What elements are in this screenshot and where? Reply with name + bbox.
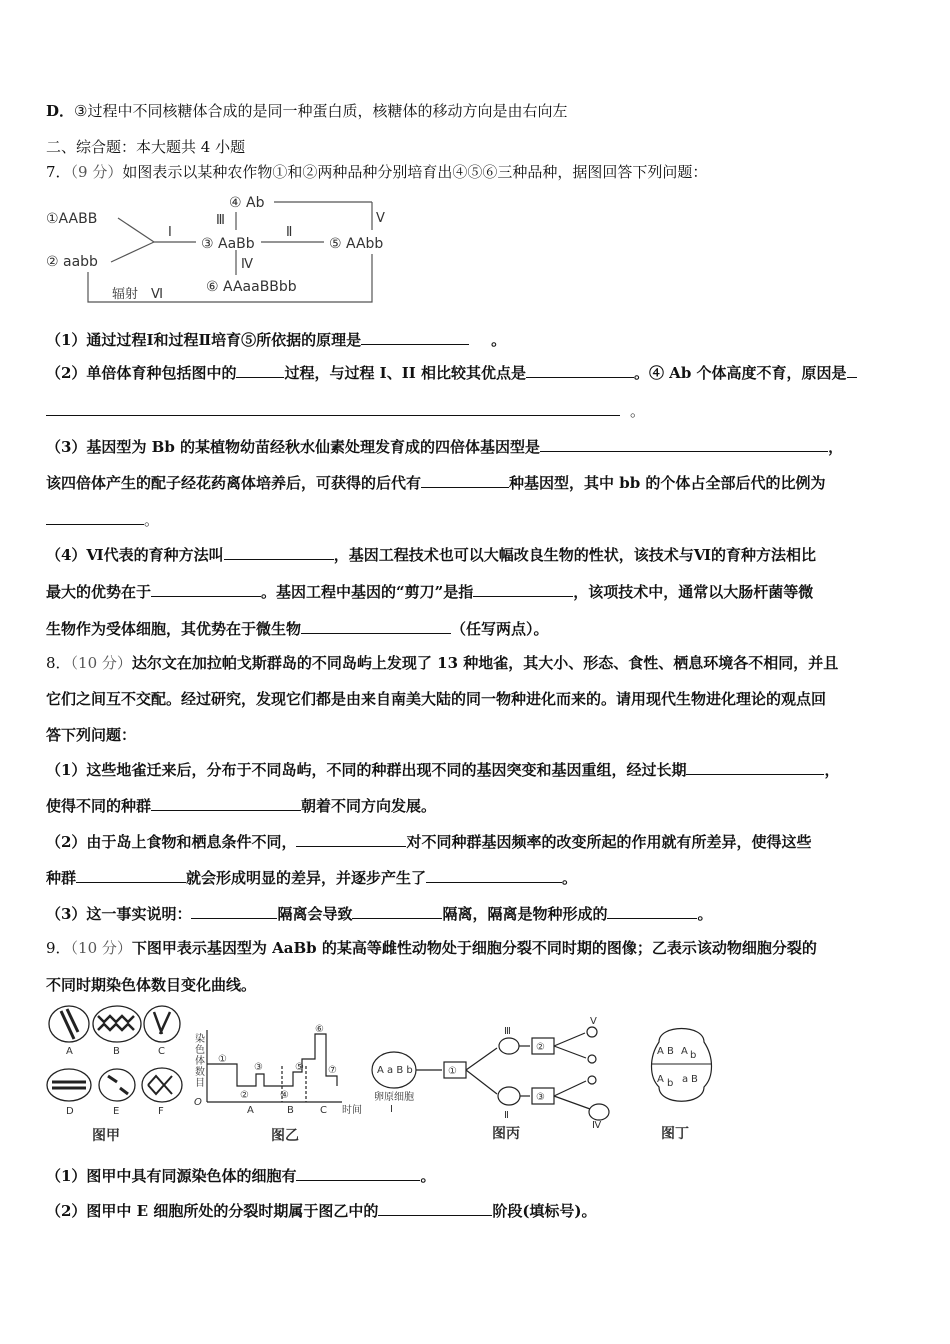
q9-stem-line1: 下图甲表示基因型为 AaBb 的某高等雌性动物处于细胞分裂不同时期的图像；乙表示该动物细胞分裂的 bbox=[131, 939, 817, 957]
answer-blank[interactable] bbox=[191, 904, 277, 919]
diagram-node-5: ⑤ AAbb bbox=[329, 236, 384, 252]
q8-sub3-text-c: 隔离，隔离是物种形成的 bbox=[442, 905, 608, 923]
q8-sub2-cont bbox=[46, 868, 577, 888]
q7-sub1 bbox=[46, 330, 506, 350]
svg-text:数: 数 bbox=[195, 1067, 205, 1078]
svg-text:体: 体 bbox=[195, 1056, 205, 1067]
q8-sub2-text-a: （2）由于岛上食物和栖息条件不同， bbox=[46, 833, 297, 851]
q7-breeding-diagram bbox=[46, 190, 406, 305]
q9-sub1 bbox=[46, 1166, 435, 1186]
q7-sub4-text-e: ，该项技术中，通常以大肠杆菌等微 bbox=[573, 583, 814, 601]
q8-sub2-text-d: 就会形成明显的差异，并逐步产生了 bbox=[186, 869, 427, 887]
q7-sub1-text: （1）通过过程Ⅰ和过程Ⅱ培育⑤所依据的原理是 bbox=[46, 331, 362, 349]
q9-sub2-end: 阶段(填标号)。 bbox=[492, 1202, 597, 1220]
cell-ii bbox=[498, 1087, 520, 1105]
gene-label: B bbox=[691, 1074, 698, 1085]
answer-blank[interactable] bbox=[526, 363, 634, 378]
answer-blank[interactable] bbox=[296, 832, 406, 847]
answer-blank[interactable] bbox=[847, 363, 857, 378]
gene-label: A bbox=[657, 1046, 664, 1057]
process-label: ③ bbox=[536, 1092, 545, 1103]
q8-sub1-cont bbox=[46, 796, 436, 816]
chromosome-mark bbox=[108, 1076, 128, 1094]
cell-label: B bbox=[113, 1046, 120, 1057]
q8-sub1-text-a: （1）这些地雀迁来后，分布于不同岛屿，不同的种群出现不同的基因突变和基因重组，经过长期 bbox=[46, 761, 687, 779]
gene-label: b bbox=[690, 1050, 697, 1061]
q8-sub3-text-a: （3）这一事实说明： bbox=[46, 905, 192, 923]
answer-blank[interactable] bbox=[540, 437, 828, 452]
q8-stem-line3: 答下列问题： bbox=[46, 726, 137, 744]
q7-stem bbox=[46, 162, 707, 182]
diagram-line bbox=[111, 242, 154, 262]
cell-label-ii: Ⅱ bbox=[504, 1110, 509, 1121]
answer-blank[interactable] bbox=[46, 401, 620, 416]
gene-label: a bbox=[682, 1074, 689, 1085]
q9-sub2 bbox=[46, 1201, 597, 1221]
q8-sub1-text-c: 使得不同的种群 bbox=[46, 797, 152, 815]
q8-sub3-text-b: 隔离会导致 bbox=[277, 905, 353, 923]
arrow bbox=[554, 1096, 590, 1109]
x-tick: A bbox=[247, 1105, 254, 1116]
cell-label-iii: Ⅲ bbox=[504, 1026, 511, 1037]
q7-sub2-end: 。 bbox=[630, 402, 646, 420]
figure-caption: 图甲 bbox=[92, 1128, 120, 1144]
option-d-text: ③过程中不同核糖体合成的是同一种蛋白质，核糖体的移动方向是由右向左 bbox=[74, 102, 568, 120]
gene-label: A bbox=[681, 1046, 688, 1057]
stage-label: ⑥ bbox=[315, 1024, 324, 1035]
cell-iii bbox=[499, 1038, 519, 1054]
q8-sub1-text-d: 朝着不同方向发展。 bbox=[301, 797, 437, 815]
answer-blank[interactable] bbox=[76, 868, 186, 883]
q8-sub2 bbox=[46, 832, 811, 852]
q7-sub4 bbox=[46, 545, 816, 565]
q7-sub4-text-d: 。基因工程中基因的“剪刀”是指 bbox=[261, 583, 474, 601]
cell-label-iv: Ⅳ bbox=[592, 1120, 602, 1131]
cell-label-i: Ⅰ bbox=[390, 1104, 393, 1115]
q9-figures bbox=[44, 1002, 724, 1150]
figure-bing bbox=[372, 1016, 609, 1142]
q7-sub3-text-b: ， bbox=[828, 438, 844, 456]
arrow bbox=[554, 1033, 585, 1046]
diagram-process-1: Ⅰ bbox=[168, 225, 172, 240]
q9-stem bbox=[46, 938, 817, 958]
chromosome-mark bbox=[61, 1009, 78, 1039]
stage-label: ④ bbox=[280, 1090, 289, 1101]
answer-blank[interactable] bbox=[296, 1166, 420, 1181]
diagram-process-2: Ⅱ bbox=[286, 225, 293, 240]
chromosome-mark bbox=[52, 1082, 86, 1088]
q8-sub1 bbox=[46, 760, 839, 780]
q7-sub4-text-f: 生物作为受体细胞，其优势在于微生物 bbox=[46, 620, 302, 638]
figure-caption: 图乙 bbox=[271, 1128, 299, 1144]
cell-label: D bbox=[66, 1106, 74, 1117]
arrow bbox=[554, 1046, 586, 1058]
q8-sub3-text-d: 。 bbox=[697, 905, 713, 923]
cell-iv bbox=[589, 1104, 609, 1120]
q7-sub3 bbox=[46, 437, 843, 457]
polar-body bbox=[588, 1076, 596, 1084]
q7-sub2-cont bbox=[46, 401, 645, 421]
q8-stem bbox=[46, 653, 838, 673]
arrow bbox=[466, 1048, 497, 1070]
q7-sub4-text-c: 最大的优势在于 bbox=[46, 583, 152, 601]
q9-number: 9． bbox=[46, 939, 71, 957]
figure-yi bbox=[194, 1024, 362, 1144]
figure-caption: 图丙 bbox=[492, 1126, 520, 1142]
q7-sub3-text-c: 该四倍体产生的配子经花药离体培养后，可获得的后代有 bbox=[46, 474, 422, 492]
q7-sub4-text-a: （4）Ⅵ代表的育种方法叫 bbox=[46, 546, 224, 564]
answer-blank[interactable] bbox=[224, 545, 334, 560]
answer-blank[interactable] bbox=[686, 760, 824, 775]
q9-score: （10 分） bbox=[70, 939, 132, 957]
q7-sub3-text-a: （3）基因型为 Bb 的某植物幼苗经秋水仙素处理发育成的四倍体基因型是 bbox=[46, 438, 541, 456]
q7-number: 7． bbox=[46, 163, 71, 181]
answer-blank[interactable] bbox=[378, 1201, 492, 1216]
chromosome-mark bbox=[98, 1016, 134, 1030]
answer-blank[interactable] bbox=[473, 582, 573, 597]
q8-number: 8． bbox=[46, 654, 71, 672]
gene-label: b bbox=[667, 1078, 674, 1089]
svg-text:染: 染 bbox=[195, 1034, 205, 1045]
stage-label: ① bbox=[218, 1054, 227, 1065]
option-d-label: D． bbox=[46, 102, 75, 120]
gene-label: B bbox=[667, 1046, 674, 1057]
gene-label: A bbox=[657, 1074, 664, 1085]
answer-blank[interactable] bbox=[607, 904, 697, 919]
answer-blank[interactable] bbox=[151, 582, 261, 597]
cell-v bbox=[587, 1027, 597, 1037]
chromosome-mark bbox=[148, 1076, 172, 1094]
diagram-node-2: ② aabb bbox=[46, 254, 98, 270]
diagram-process-5: Ⅴ bbox=[376, 211, 385, 226]
stage-label: ③ bbox=[254, 1062, 263, 1073]
answer-blank[interactable] bbox=[301, 619, 451, 634]
arrow bbox=[554, 1081, 586, 1096]
diagram-node-6: ⑥ AAaaBBbb bbox=[206, 279, 297, 295]
q7-score: （9 分） bbox=[70, 163, 123, 181]
diagram-process-3: Ⅲ bbox=[216, 213, 225, 228]
answer-blank[interactable] bbox=[361, 330, 469, 345]
cell-label-v: Ⅴ bbox=[590, 1016, 597, 1027]
q9-sub1-end: 。 bbox=[420, 1167, 436, 1185]
answer-blank[interactable] bbox=[426, 868, 562, 883]
diagram-process-6: 辐射 Ⅵ bbox=[112, 287, 163, 302]
cell-label: A bbox=[66, 1046, 73, 1057]
diagram-node-4: ④ Ab bbox=[229, 195, 265, 211]
cell-e bbox=[99, 1069, 135, 1101]
q7-sub4-cont bbox=[46, 582, 813, 602]
q9-sub1-text: （1）图甲中具有同源染色体的细胞有 bbox=[46, 1167, 297, 1185]
q7-sub2-text-c: 。④ Ab 个体高度不育，原因是 bbox=[633, 364, 847, 382]
figure-ding bbox=[652, 1029, 712, 1143]
arrow bbox=[466, 1070, 497, 1094]
q7-stem-text: 如图表示以某种农作物①和②两种品种分别培育出④⑤⑥三种品种，据图回答下列问题： bbox=[122, 163, 708, 181]
answer-blank[interactable] bbox=[46, 510, 144, 525]
q8-stem-line2: 它们之间互不交配。经过研究，发现它们都是由来自南美大陆的同一物种进化而来的。请用现代生物进化理论的观点回 bbox=[46, 690, 827, 708]
q7-sub3-cont2 bbox=[46, 510, 159, 530]
section-title: 二、综合题：本大题共 4 小题 bbox=[46, 138, 246, 156]
diagram-process-4: Ⅳ bbox=[241, 257, 253, 272]
option-d bbox=[46, 101, 567, 121]
x-axis-label: 时间 bbox=[342, 1105, 362, 1116]
q7-sub3-end: 。 bbox=[144, 511, 160, 529]
cell-d bbox=[47, 1069, 91, 1101]
stage-label: ⑤ bbox=[295, 1062, 304, 1073]
origin-label: O bbox=[194, 1097, 202, 1108]
q7-sub4-text-b: ，基因工程技术也可以大幅改良生物的性状，该技术与Ⅵ的育种方法相比 bbox=[333, 546, 816, 564]
q7-sub3-cont bbox=[46, 473, 825, 493]
q9-stem-line2: 不同时期染色体数目变化曲线。 bbox=[46, 976, 257, 994]
answer-blank[interactable] bbox=[151, 796, 301, 811]
q8-sub2-text-e: 。 bbox=[562, 869, 578, 887]
oocyte-label: 卵原细胞 bbox=[374, 1092, 414, 1103]
stage-label: ② bbox=[240, 1090, 249, 1101]
oocyte-genes: A a B b bbox=[377, 1065, 413, 1076]
dividing-cell bbox=[652, 1029, 712, 1102]
svg-text:目: 目 bbox=[195, 1078, 205, 1089]
answer-blank[interactable] bbox=[236, 363, 284, 378]
q8-sub1-text-b: ， bbox=[824, 761, 840, 779]
answer-blank[interactable] bbox=[421, 473, 509, 488]
q7-sub4-cont2 bbox=[46, 619, 549, 639]
q9-sub2-text: （2）图甲中 E 细胞所处的分裂时期属于图乙中的 bbox=[46, 1202, 379, 1220]
stage-label: ⑦ bbox=[328, 1065, 337, 1076]
cell-label: E bbox=[113, 1106, 120, 1117]
q7-sub2-text-b: 过程，与过程 I、II 相比较其优点是 bbox=[284, 364, 526, 382]
q8-sub2-text-c: 种群 bbox=[46, 869, 77, 887]
q8-sub3 bbox=[46, 904, 713, 924]
polar-body bbox=[588, 1055, 596, 1063]
q7-sub1-end: 。 bbox=[491, 331, 507, 349]
x-tick: B bbox=[287, 1105, 294, 1116]
y-axis-label bbox=[195, 1032, 205, 1089]
diagram-node-3: ③ AaBb bbox=[201, 236, 255, 252]
figure-caption: 图丁 bbox=[661, 1126, 689, 1142]
x-tick: C bbox=[320, 1105, 327, 1116]
q8-score: （10 分） bbox=[70, 654, 132, 672]
svg-text:色: 色 bbox=[195, 1045, 205, 1056]
diagram-node-1: ①AABB bbox=[46, 211, 98, 227]
process-label: ① bbox=[448, 1066, 457, 1077]
q7-sub2-text-a: （2）单倍体育种包括图中的 bbox=[46, 364, 237, 382]
cell-label: C bbox=[158, 1046, 165, 1057]
diagram-line bbox=[118, 218, 154, 242]
answer-blank[interactable] bbox=[352, 904, 442, 919]
q8-stem-line1: 达尔文在加拉帕戈斯群岛的不同岛屿上发现了 13 种地雀，其大小、形态、食性、栖息环境各不相同，并且 bbox=[131, 654, 839, 672]
q7-sub4-text-g: （任写两点）。 bbox=[451, 620, 549, 638]
cell-label: F bbox=[158, 1106, 164, 1117]
q7-sub3-text-d: 种基因型，其中 bb 的个体占全部后代的比例为 bbox=[509, 474, 826, 492]
cell-c bbox=[144, 1006, 180, 1042]
q7-sub2 bbox=[46, 363, 857, 383]
q8-sub2-text-b: 对不同种群基因频率的改变所起的作用就有所差异，使得这些 bbox=[406, 833, 812, 851]
chromosome-mark bbox=[154, 1012, 170, 1034]
process-label: ② bbox=[536, 1042, 545, 1053]
